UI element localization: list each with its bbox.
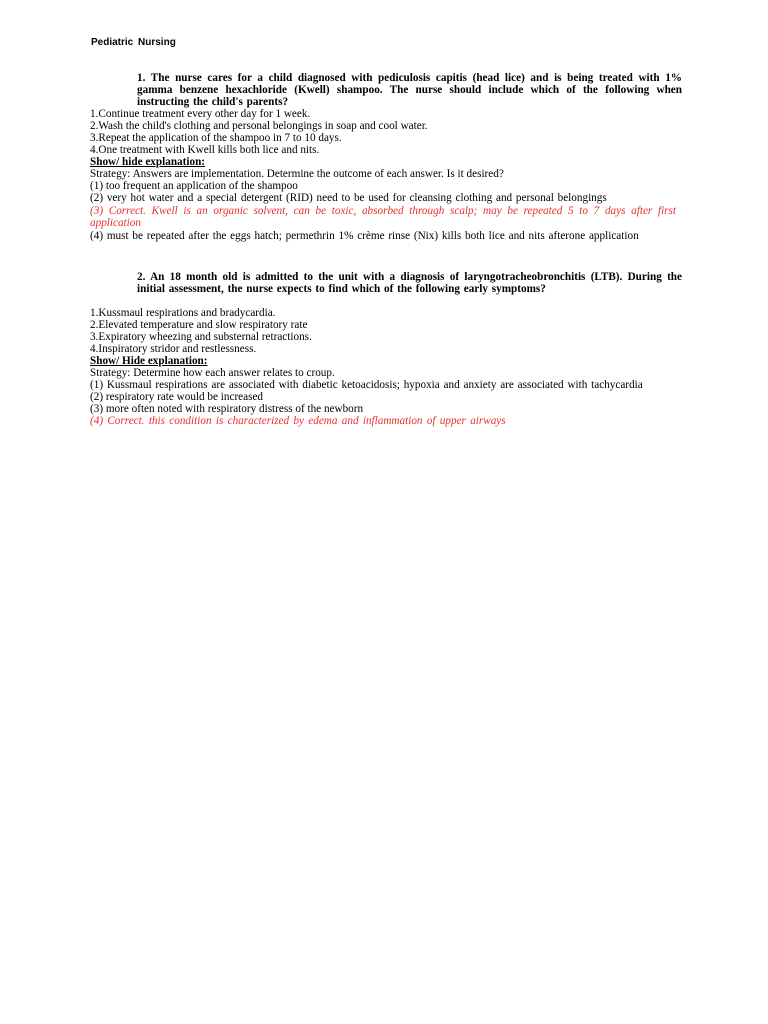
q1-option-1: 1.Continue treatment every other day for 1 week.: [90, 108, 311, 120]
q2-show-hide-explanation-link[interactable]: Show/ Hide explanation:: [90, 355, 208, 367]
q2-explanation-4-correct: (4) Correct. this condition is characterized by edema and inflammation of upper airways: [90, 415, 506, 427]
q1-option-2: 2.Wash the child's clothing and personal belongings in soap and cool water.: [90, 120, 428, 132]
q2-explanation-2: (2) respiratory rate would be increased: [90, 391, 264, 403]
q1-option-3: 3.Repeat the application of the shampoo in 7 to 10 days.: [90, 132, 342, 144]
q2-strategy: Strategy: Determine how each answer relates to croup.: [90, 367, 335, 379]
q1-show-hide-explanation-link[interactable]: Show/ hide explanation:: [90, 156, 206, 168]
q1-explanation-4: (4) must be repeated after the eggs hatch; permethrin 1% crème rinse (Nix) kills both lice and nits afterone application: [90, 230, 639, 242]
q1-option-4: 4.One treatment with Kwell kills both lice and nits.: [90, 144, 320, 156]
page-header: Pediatric Nursing: [91, 37, 176, 48]
question-1-body: [90, 108, 676, 242]
q2-explanation-1: (1) Kussmaul respirations are associated with diabetic ketoacidosis; hypoxia and anxiety are associated with tachycardia: [90, 379, 643, 391]
question-1-stem: 1. The nurse cares for a child diagnosed with pediculosis capitis (head lice) and is being treated with 1% gamma benzene hexachloride (Kwell) shampoo. The nurse should include which of the following when instructing the child's parents?: [137, 72, 682, 108]
q1-explanation-2: (2) very hot water and a special detergent (RID) need to be used for cleansing clothing and personal belongings: [90, 192, 607, 204]
q1-strategy: Strategy: Answers are implementation. Determine the outcome of each answer. Is it desired?: [90, 168, 504, 180]
q2-option-3: 3.Expiratory wheezing and substernal retractions.: [90, 331, 312, 343]
question-2-body: [90, 307, 676, 427]
q2-option-1: 1.Kussmaul respirations and bradycardia.: [90, 307, 276, 319]
q1-explanation-1: (1) too frequent an application of the shampoo: [90, 180, 298, 192]
q2-option-4: 4.Inspiratory stridor and restlessness.: [90, 343, 257, 355]
q1-explanation-3-correct: (3) Correct. Kwell is an organic solvent, can be toxic, absorbed through scalp; may be repeated 5 to 7 days after first application: [90, 205, 676, 229]
q2-explanation-3: (3) more often noted with respiratory distress of the newborn: [90, 403, 364, 415]
q2-option-2: 2.Elevated temperature and slow respiratory rate: [90, 319, 308, 331]
question-2-stem: 2. An 18 month old is admitted to the unit with a diagnosis of laryngotracheobronchitis (LTB). During the initial assessment, the nurse expects to find which of the following early symptoms?: [137, 271, 682, 295]
